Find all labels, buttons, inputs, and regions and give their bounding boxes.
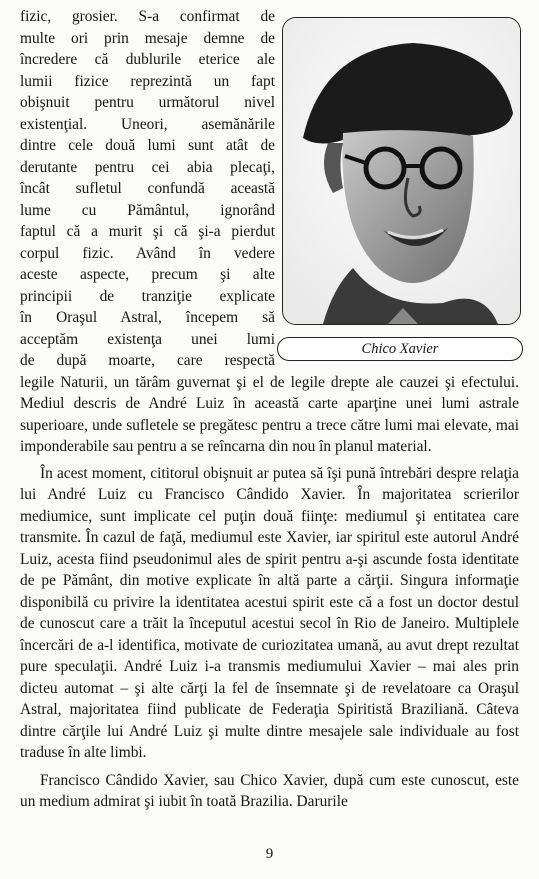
body-text [20,372,519,813]
text-line: principii de tranziţie explicate [20,287,275,305]
paragraph-1-continuation: legile Naturii, un tărâm guvernat şi el de legile drepte ale cauzei şi efectului. Mediul descris de André Luiz în această carte aparţine unei lumi astrale superioare, unde sufletele se pregătesc pentru a trece către lumi mai elevate, mai imponderabile sau pentru a se reîncarna din nou în planul material. [20,373,519,455]
paragraph-2: În acest moment, cititorul obişnuit ar putea să îşi pună întrebări despre relaţia lui André Luiz cu Francisco Cândido Xavier. În majoritatea scrierilor mediumice, sunt implicate cel puţin două fiinţe: mediumul şi entitatea care transmite. În cazul de faţă, mediumul este Xavier, iar spiritul este autorul André Luiz, acesta fiind pseudonimul ales de spirit pentru a-şi ascunde fosta identitate de pe Pământ, din motive explicate în altă parte a cărţii. Singura informaţie disponibilă cu privire la identitatea acestui spirit este că a fost un doctor destul de cunoscut care a trăit la începutul acestui secol în Rio de Janeiro. Multiplele încercări de a-l identifica, motivate de curiozitatea umană, au avut drept rezultat pure speculaţii. André Luiz i-a transmis mediumului Xavier – mai ales prin dicteu automat – şi alte cărţi la fel de însemnate şi de revelatoare ca Oraşul Astral, majoritatea fiind publicate de Federaţia Spiritistă Braziliană. Câteva dintre cărţile lui André Luiz şi multe dintre mesajele sale individuale au fost traduse în alte limbi. [20,464,519,761]
text-line: derutante pentru cei abia plecaţi, [20,158,275,176]
text-line: multe ori prin mesaje demne de [20,29,275,47]
text-line: fizic, grosier. S-a confirmat de [20,8,275,25]
photo-caption: Chico Xavier [277,337,523,361]
portrait-image [283,18,520,324]
paragraph-3: Francisco Cândido Xavier, sau Chico Xavier, după cum este cunoscut, este un medium admirat şi iubit în toată Brazilia. Darurile [20,771,519,810]
text-line: încredere că dublurile eterice ale [20,51,275,68]
text-line: corpul fizic. Având în vedere [20,244,275,262]
text-line: lume cu Pământul, ignorând [20,201,275,219]
text-line: acceptăm existenţa unei lumi [20,330,275,348]
text-line: aceste aspecte, precum şi alte [20,266,275,283]
text-line: obişnuit pentru următorul nivel [20,94,275,111]
text-line: încât sufletul confundă această [20,180,275,197]
text-line: faptul că a murit şi că şi-a pierdut [20,223,275,240]
text-line: în Oraşul Astral, începem să [20,309,275,326]
text-line: existenţial. Uneori, asemănările [20,115,275,133]
text-line: de după moarte, care respectă [20,352,275,369]
page-number: 9 [265,846,274,862]
text-line: dintre cele două lumi sunt atât de [20,137,275,154]
text-line: lumii fizice reprezintă un fapt [20,72,275,90]
portrait-photo [282,17,521,325]
wrapped-text-column [20,6,275,372]
